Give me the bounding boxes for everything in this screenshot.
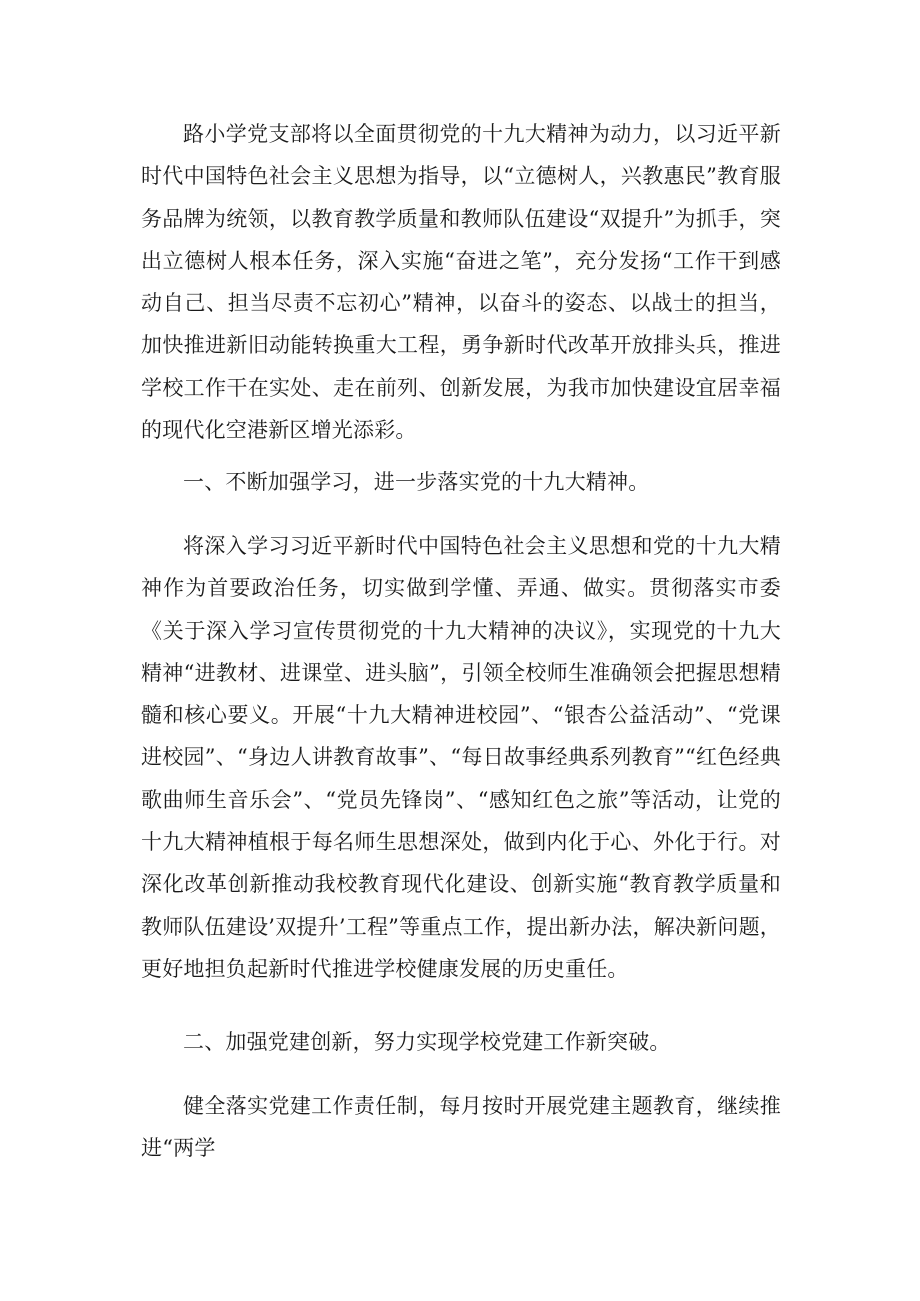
section-1-paragraph: 将深入学习习近平新时代中国特色社会主义思想和党的十九大精神作为首要政治任务，切实做到学懂、弄通、做实。贯彻落实市委《关于深入学习宣传贯彻党的十九大精神的决议》，实现党的十九大精神“进教材、进课堂、进头脑”，引领全校师生准确领会把握思想精髓和核心要义。开展“十九大精神进校园”、“银杏公益活动”、“党课进校园”、“身边人讲教育故事”、“每日故事经典系列教育”“红色经典歌曲师生音乐会”、“党员先锋岗”、“感知红色之旅”等活动，让党的十九大精神植根于每名师生思想深处，做到内化于心、外化于行。对深化改革创新推动我校教育现代化建设、创新实施“教育教学质量和教师队伍建设’双提升’工程”等重点工作，提出新办法，解决新问题，更好地担负起新时代推进学校健康发展的历史重任。: [141, 534, 781, 981]
section-heading-2: 二、加强党建创新，努力实现学校党建工作新突破。: [183, 1030, 671, 1054]
section-2-paragraph: 健全落实党建工作责任制，每月按时开展党建主题教育，继续推进“两学: [141, 1094, 781, 1161]
intro-paragraph: 路小学党支部将以全面贯彻党的十九大精神为动力，以习近平新时代中国特色社会主义思想为指导，以“立德树人，兴教惠民”教育服务品牌为统领，以教育教学质量和教师队伍建设“双提升”为抓手，突出立德树人根本任务，深入实施“奋进之笔”，充分发扬“工作干到感动自己、担当尽责不忘初心”精神，以奋斗的姿态、以战士的担当，加快推进新旧动能转换重大工程，勇争新时代改革开放排头兵，推进学校工作干在实处、走在前列、创新发展，为我市加快建设宜居幸福的现代化空港新区增光添彩。: [141, 122, 781, 443]
section-heading-1: 一、不断加强学习，进一步落实党的十九大精神。: [183, 470, 650, 494]
